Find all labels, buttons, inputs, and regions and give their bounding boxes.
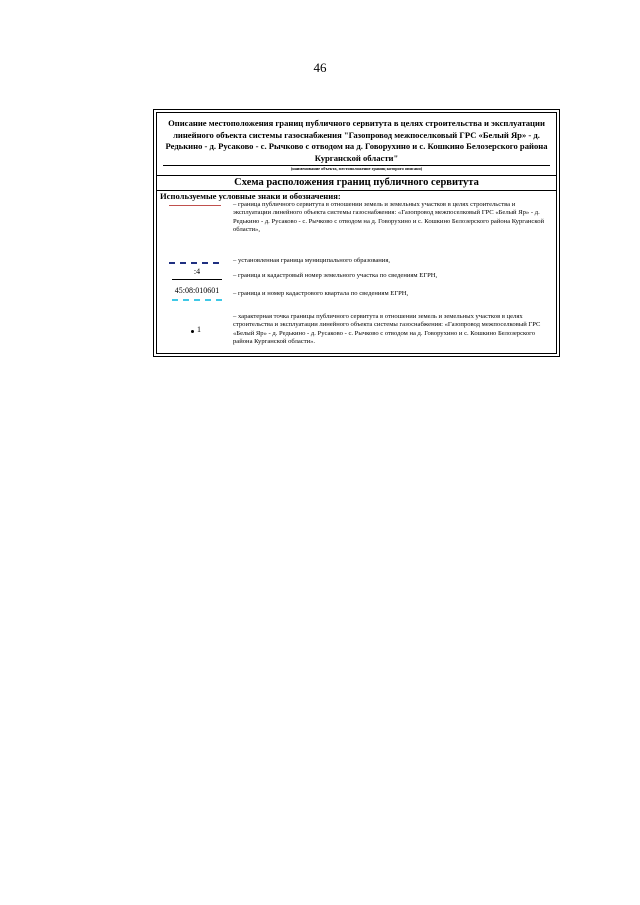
document-title: Описание местоположения границ публичного сервитута в целях строительства и эксплуатации линейного объекта системы газоснабжения "Газопровод межпоселковый ГРС «Белый Яр» - д. Редькино - д. Русаково - с. Рычково с отводом на д. Говорухино и с. Кошкино Белозерского района Курганской области" <box>165 118 548 163</box>
municipal-boundary-symbol <box>169 262 219 264</box>
point-marker <box>191 330 194 333</box>
document-frame <box>153 109 560 357</box>
cadastral-quarter-symbol <box>169 287 239 303</box>
document-inner-frame <box>156 112 557 354</box>
scheme-title: Схема расположения границ публичного сервитута <box>157 175 556 191</box>
land-plot-symbol <box>169 269 239 283</box>
cadastral-quarter-line <box>172 299 222 301</box>
legend <box>157 201 556 353</box>
characteristic-point-symbol <box>169 325 239 335</box>
legend-header: Используемые условные знаки и обозначения: <box>160 191 341 201</box>
legend-item-text: – характерная точка границы публичного сервитута в отношении земель и земельных участков в целях строительства и эксплуатации линейного объекта системы газоснабжения: «Газопровод межпоселковый ГРС «Белый Яр» - д. Редькино - д. Русаково - с. Рычково с отводом на д. Говорухино и с. Кошкино Белозерского района Курганской области». <box>233 313 541 346</box>
land-plot-line <box>172 279 222 280</box>
title-caption: (наименование объекта, местоположение границ которого описано) <box>290 166 423 171</box>
legend-item-text: – установленная граница муниципального образования, <box>233 257 391 264</box>
page-number: 46 <box>313 60 327 75</box>
servitude-boundary-symbol <box>169 205 221 206</box>
land-plot-number: :4 <box>193 267 201 276</box>
legend-item-text: – граница публичного сервитута в отношении земель и земельных участков в целях строительства и эксплуатации линейного объекта системы газоснабжения: «Газопровод межпоселковый ГРС «Белый Яр» - д. Редькино - д. Русаково - с. Рычково с отводом на д. Говорухино и с. Кошкино Белозерского района Курганской области», <box>233 201 545 234</box>
cadastral-quarter-number: 45:08:010601 <box>174 286 220 295</box>
point-number: 1 <box>197 325 201 334</box>
legend-item-text: – граница и номер кадастрового квартала по сведениям ЕГРН, <box>233 290 409 297</box>
legend-item-text: – граница и кадастровый номер земельного участка по сведениям ЕГРН, <box>233 272 438 279</box>
